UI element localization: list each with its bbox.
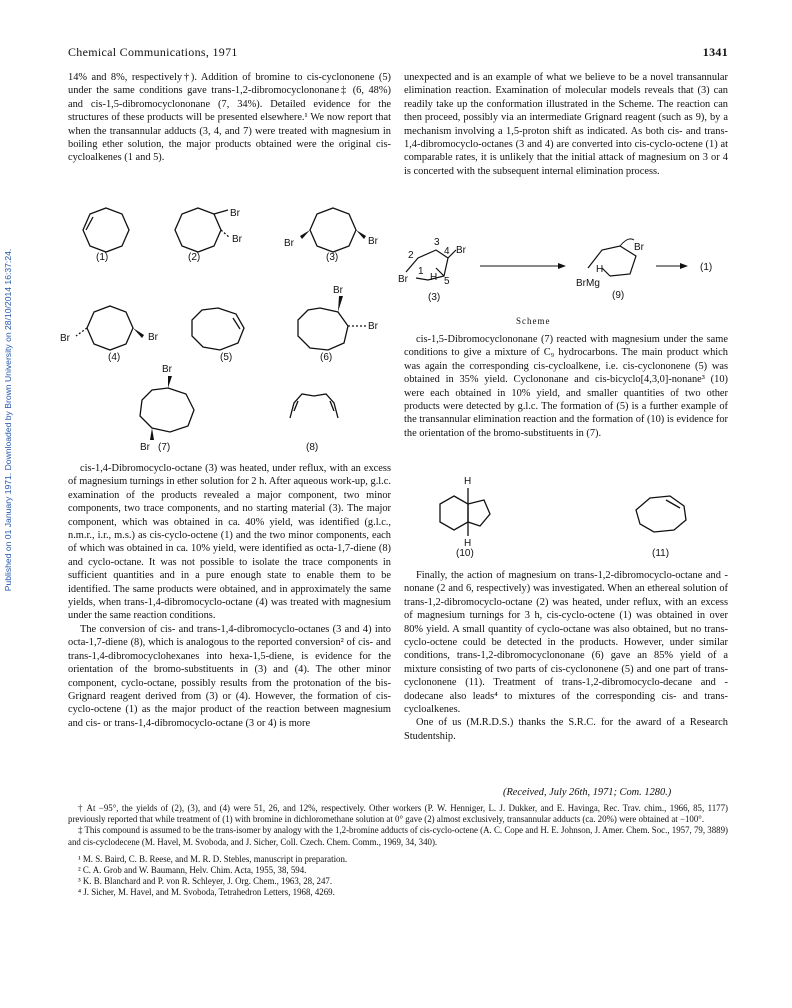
reference: ² C. A. Grob and W. Baumann, Helv. Chim. Acta, 1955, 38, 594. <box>78 865 307 876</box>
compound-7-br-1: Br <box>162 364 172 375</box>
compound-5-label: (5) <box>220 352 233 363</box>
body-text: Finally, the action of magnesium on trans-1,2-dibromocyclo-octane and -nonane (2 and 6, respectively) was investigated. When an ethereal solution of trans-1,2-dibromocyclo-octane (2) was heated, under reflux, with an excess of magnesium turnings for 3 h, cis-cyclo-octene (1) was obtained in over 80% yield. A small quantity of cyclo-octane was also obtained, but no trans-cyclo-octene could be detected in the products. However, under similar conditions, trans-1,2-dibromocyclononane (6) gave an 85% yield of a mixture consisting of two parts of cis-cyclononene (5) and one part of trans-cyclononene (11). Treatment of trans-1,2-dibromocyclo-decane and -dodecane also leads⁴ to mixtures of the corresponding cis- and trans-cycloalkenes. <box>404 570 728 716</box>
compound-10-label: (10) <box>456 548 474 559</box>
download-watermark: Published on 01 January 1971. Downloaded by Brown University on 28/10/2014 16:37:24. <box>3 248 13 592</box>
compound-4-br-2: Br <box>148 332 158 343</box>
compound-6-br-1: Br <box>333 285 343 296</box>
compound-8-structure <box>290 394 338 418</box>
compound-3-br-2: Br <box>368 236 378 247</box>
page-number: 1341 <box>702 45 728 59</box>
compound-10-h-2: H <box>464 538 472 549</box>
compound-10-h-1: H <box>464 476 472 487</box>
body-text: The conversion of cis- and trans-1,4-dibromocyclo-octanes (3 and 4) into octa-1,7-diene (8), which is analogous to the reported conversion² of cis- and trans-1,4-dibromocyclohexanes into hexa-1,5-diene, is evidence for the orientation of the bromo-substituents in (3) and (4). The other minor component, cyclo-octane, possibly results from the protonation of the bis-Grignard reagent derived from (3) or (4). However, the formation of cis-cyclo-octene (1) as the major product of the reaction between magnesium and cis- or trans-1,4-dibromocyclo-octane (3 or 4) is more <box>68 623 391 729</box>
scheme-h-2: H <box>596 264 604 275</box>
atom-number-3: 3 <box>434 237 440 248</box>
structures-figure <box>60 198 398 463</box>
compound-7-label: (7) <box>158 442 171 453</box>
reference: ¹ M. S. Baird, C. B. Reese, and M. R. D. Stebles, manuscript in preparation. <box>78 853 348 864</box>
scheme-label-3: (3) <box>428 292 441 303</box>
body-text: cis-1,4-Dibromocyclo-octane (3) was heated, under reflux, with an excess of magnesium turnings in ether solution for 2 h. After aqueous work-up, g.l.c. examination of the products revealed a major component, two minor components, two trace components, and no starting material (3). The major component, which was obtained in ca. 40% yield, was identified (g.l.c., n.m.r., i.r., m.s.) as cis-cyclo-octene (1) and the two minor components, each of which was obtained in ca. 10% yield, were identified as octa-1,7-diene (8) and cyclo-octane. It was not possible to isolate the trace components in sufficient quantities and in a pure enough state to enable them to be identified. The same products were obtained, and in approximately the same yields, when trans-1,4-dibromocyclo-octane (4) was treated with magnesium under the same reaction conditions. <box>68 463 391 622</box>
compound-5-structure <box>192 308 244 350</box>
scheme-br-2: Br <box>398 274 408 285</box>
body-text: 14% and 8%, respectively†). Addition of bromine to cis-cyclononene (5) under the same conditions gave trans-1,2-dibromocyclononane‡ (6, 48%) and cis-1,5-dibromocyclononane (7, 34%). Detailed evidence for the structures of these products will be presented elsewhere.¹ We now report that when the transannular adducts (3, 4, and 7) were treated with magnesium in boiling ether solution, the major products obtained were the original cis-cycloalkenes (1 and 5). <box>68 72 391 164</box>
scheme-brmg: BrMg <box>576 278 600 289</box>
reference: ³ K. B. Blanchard and P. von R. Schleyer, J. Org. Chem., 1963, 28, 247. <box>78 876 333 887</box>
footnote: † At −95°, the yields of (2), (3), and (4) were 51, 26, and 12%, respectively. Other workers (P. W. Henniger, L. J. Dukker, and E. Havinga, Rec. Trav. chim., 1966, 85, 1177) previously reported that while treatment of (1) with bromine in dichloromethane solution at 0° gave (2) almost exclusively, transannular adducts (ca. 20%) were obtained at −100°. <box>68 803 728 825</box>
compound-3-label: (3) <box>326 252 339 263</box>
compound-2-label: (2) <box>188 252 201 263</box>
footnotes <box>68 803 728 899</box>
compound-8-label: (8) <box>306 442 319 453</box>
left-paragraph-1 <box>68 71 391 165</box>
journal-title: Chemical Communications, 1971 <box>68 45 238 59</box>
scheme-br-3: Br <box>634 242 644 253</box>
compounds-10-11-figure <box>404 470 728 560</box>
scheme-br-1: Br <box>456 245 466 256</box>
compound-11-structure <box>636 496 686 532</box>
scheme-label-1: (1) <box>700 262 713 273</box>
compound-7-br-2: Br <box>140 442 150 453</box>
compound-4-br-1: Br <box>60 333 70 344</box>
left-paragraph-2 <box>68 462 391 730</box>
compound-3-br-1: Br <box>284 238 294 249</box>
body-text: cis-1,5-Dibromocyclononane (7) reacted with magnesium under the same conditions to give a mixture of C₉ hydrocarbons. The main product which was again the corresponding cis-cycloalkene, i.e. cis-cyclononene (5) was obtained in 35% yield. Cyclononane and cis-bicyclo[4,3,0]-nonane³ (10) were each obtained in 10% yield, and smaller quantities of two other products were detected by g.l.c. The formation of (5) is a further example of the transannular elimination reaction and the formation of (10) is evidence for the orientation of the bromo-substituents in (7). <box>404 334 729 439</box>
atom-number-5: 5 <box>444 276 450 287</box>
acknowledgement: One of us (M.R.D.S.) thanks the S.R.C. for the award of a Research Studentship. <box>404 717 728 742</box>
compound-2-br-2: Br <box>232 234 242 245</box>
compound-1-structure <box>83 208 129 252</box>
compound-11-label: (11) <box>652 548 670 559</box>
right-paragraph-1 <box>404 71 728 178</box>
scheme-label-9: (9) <box>612 290 625 301</box>
right-paragraph-2 <box>404 333 728 440</box>
atom-number-2: 2 <box>408 250 414 261</box>
compound-6-label: (6) <box>320 352 333 363</box>
received-date: (Received, July 26th, 1971; Com. 1280.) <box>503 787 672 798</box>
right-paragraph-3 <box>404 569 728 743</box>
compound-2-br-1: Br <box>230 208 240 219</box>
scheme-h: H <box>430 272 438 283</box>
compound-4-structure <box>76 306 144 350</box>
footnote: ‡ This compound is assumed to be the trans-isomer by analogy with the 1,2-bromine adducts of cis-cyclo-octene (A. C. Cope and H. E. Johnson, J. Amer. Chem. Soc., 1957, 79, 3889) and cis-cyclodecene (M. Havel, M. Svoboda, and J. Sicher, Coll. Czech. Chem. Comm., 1969, 34, 340). <box>68 825 728 847</box>
body-text: unexpected and is an example of what we believe to be a novel transannular elimination reaction. Examination of molecular models reveals that (3) can readily take up the conformation illustrated in the Scheme. The reaction can then proceed, possibly via an intermediate Grignard reagent (such as 9), by a mechanism involving a 1,5-proton shift as indicated. As both cis- and trans-1,4-dibromocyclo-octanes (3 and 4) are converted into cis-cyclo-octene (1) at comparable rates, it is unlikely that the initial attack of magnesium on 3 or 4 is concerted with the subsequent internal elimination process. <box>404 72 728 177</box>
scheme-caption: Scheme <box>516 316 551 326</box>
compound-7-structure <box>140 376 194 440</box>
compound-2-structure <box>175 208 230 252</box>
scheme-figure <box>398 228 728 314</box>
page-header <box>68 45 728 61</box>
atom-number-1: 1 <box>418 266 424 277</box>
compound-3-structure <box>300 208 366 252</box>
compound-6-structure <box>298 296 366 350</box>
compound-10-structure <box>440 488 490 536</box>
compound-6-br-2: Br <box>368 321 378 332</box>
compound-4-label: (4) <box>108 352 121 363</box>
atom-number-4: 4 <box>444 246 450 257</box>
reference: ⁴ J. Sicher, M. Havel, and M. Svoboda, Tetrahedron Letters, 1968, 4269. <box>78 887 335 898</box>
compound-1-label: (1) <box>96 252 109 263</box>
